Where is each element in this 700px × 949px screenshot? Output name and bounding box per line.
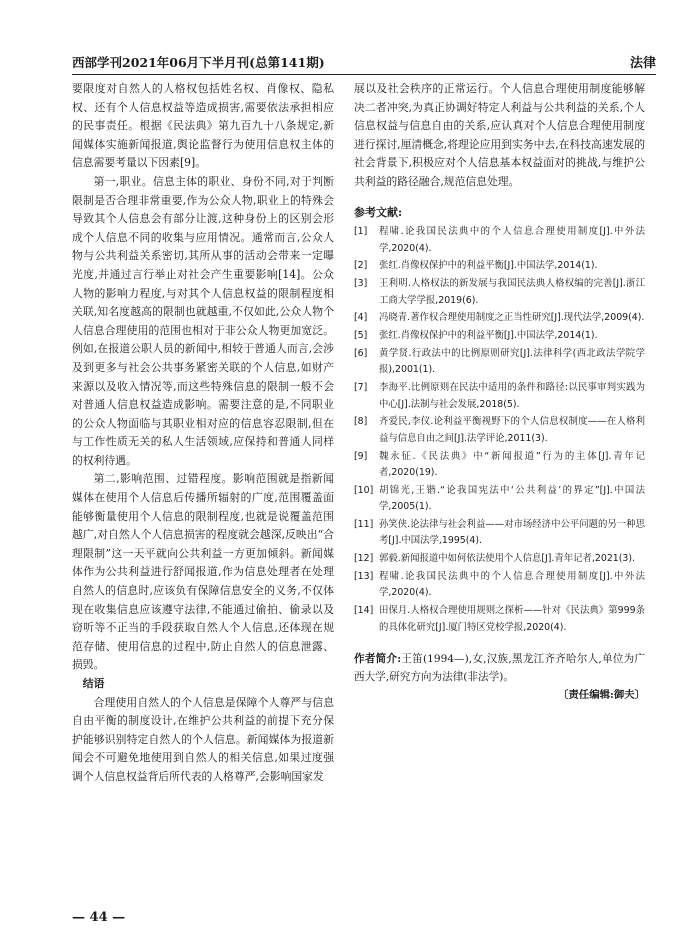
reference-item: [1] 程啸.论我国民法典中的个人信息合理使用制度[J].中外法学,2020(4). (354, 226, 645, 254)
reference-item: [5] 张红.肖像权保护中的利益平衡[J].中国法学,2014(1). (354, 330, 598, 342)
reference-item: [13] 程啸.论我国民法典中的个人信息合理使用制度[J].中外法学,2020(4). (354, 570, 645, 599)
author-bio (354, 650, 645, 686)
reference-item: [9] 魏永征.《民法典》中“新闻报道”行为的主体[J].青年记者,2020(19). (354, 450, 645, 478)
conclusion-heading: 结语 (82, 677, 105, 690)
reference-list (354, 224, 645, 636)
reference-item: [11] 孙笑侠.论法律与社会利益——对市场经济中公平问题的另一种思考[J].中国法学,1995(4). (354, 518, 645, 547)
intro-paragraph: 要限度对自然人的人格权包括姓名权、肖像权、隐私权、还有个人信息权益等造成损害,需要依法承担相应的民事责任。根据《民法典》第九百九十八条规定,新闻媒体实施新闻报道,舆论监督行为使用信息权主体的信息需要考量以下因素[9]。 (72, 82, 334, 170)
editor-credit: 〔责任编辑:御夫〕 (558, 688, 645, 701)
left-column (72, 80, 334, 787)
reference-item: [7] 李海平.比例原则在民法中适用的条件和路径:以民事审判实践为中心[J].法制与社会发展,2018(5). (354, 382, 645, 410)
reference-item: [6] 黄学贤.行政法中的比例原则研究[J].法律科学(西北政法学院学报),2001(1). (354, 347, 645, 376)
section-label: 法律 (629, 56, 656, 71)
running-header (72, 48, 656, 75)
first-factor-paragraph: 第一,职业。信息主体的职业、身份不同,对于判断限制是否合理非常重要,作为公众人物,职业上的特殊会导致其个人信息会有部分让渡,这种身份上的区别会形成个人信息不同的收集与应用情况。通常而言,公众人物与公共利益关系密切,其所从事的活动会带来一定曝光度,并通过言行举止对社会产生重要影响[14]。公众人物的影响力程度,与对其个人信息权益的限制程度相关联,知名度越高的限制也就越重,不仅如此,公众人物个人信息合理使用的范围也相对于非公众人物更加宽泛。例如,在报道公职人员的新闻中,相较于普通人而言,会涉及到更多与社会公共事务紧密关联的个人信息,如财产来源以及收入情况等,而这些特殊信息的限制一般不会对普通人信息权益造成影响。需要注意的是,不同职业的公众人物面临与其职业相对应的信息容忍限制,但在与工作性质无关的私人生活领域,应保持和普通人同样的权利待遇。 (72, 174, 334, 467)
reference-item: [2] 张红.肖像权保护中的利益平衡[J].中国法学,2014(1). (354, 260, 598, 272)
journal-title: 西部学刊2021年06月下半月刊(总第141期) (72, 55, 325, 70)
reference-item: [12] 郭毅.新闻报道中如何依法使用个人信息[J].青年记者,2021(3). (354, 553, 636, 565)
reference-item: [3] 王利明.人格权法的新发展与我国民法典人格权编的完善[J].浙江工商大学学报,2019(6). (354, 278, 645, 306)
conclusion-paragraph: 合理使用自然人的个人信息是保障个人尊严与信息自由平衡的制度设计,在维护公共利益的前提下充分保护能够识别特定自然人的个人信息。新闻媒体为报道新闻会不可避免地使用到自然人的相关信息,如果过度强调个人信息权益背后所代表的人格尊严,会影响国家发 (72, 695, 334, 783)
right-column (354, 80, 645, 705)
reference-item: [4] 冯晓青.著作权合理使用制度之正当性研究[J].现代法学,2009(4). (354, 312, 645, 324)
references-title: 参考文献: (354, 205, 403, 219)
author-text: 王笛(1994—),女,汉族,黑龙江齐齐哈尔人,单位为广西大学,研究方向为法律(非法学)。 (354, 652, 645, 683)
reference-item: [8] 齐爱民,李仪.论利益平衡视野下的个人信息权制度——在人格利益与信息自由之间[J].法学评论,2011(3). (354, 416, 645, 444)
author-label: 作者简介: (354, 652, 402, 665)
reference-item: [14] 田保月.人格权合理使用规则之探析——针对《民法典》第999条的具体化研究[J].厦门特区党校学报,2020(4). (354, 605, 645, 633)
continued-paragraph: 展以及社会秩序的正常运行。个人信息合理使用制度能够解决二者冲突,为真正协调好特定人利益与公共利益的关系,个人信息权益与信息自由的关系,应认真对个人信息合理使用制度进行探讨,厘清概念,将理论应用到实务中去,在科技高速发展的社会背景下,积极应对个人信息基本权益面对的挑战,与维护公共利益的路径融合,规范信息处理。 (354, 82, 646, 188)
second-factor-paragraph: 第二,影响范围、过错程度。影响范围就是指新闻媒体在使用个人信息后传播所辐射的广度,范围覆盖面能够衡量使用个人信息的限制程度,也就是说覆盖范围越广,对自然人个人信息损害的程度就会越深,反映出“合理限制”这一天平就向公共利益一方更加倾斜。新闻媒体作为公共利益进行舒闻报道,作为信息处理者在处理自然人的信息时,应该负有保障信息安全的义务,不仅体现在收集信息应该遵守法律,不能通过偷拍、偷录以及窃听等不正当的手段获取自然人个人信息,还体现在规范存储、使用信息的过程中,防止自然人的信息泄露、损毁。 (72, 472, 334, 672)
page-number: — 44 — (72, 910, 126, 925)
reference-item: [10] 胡锦光,王锴.“论我国宪法中‘公共利益’的界定”[J].中国法学,2005(1). (354, 484, 645, 513)
